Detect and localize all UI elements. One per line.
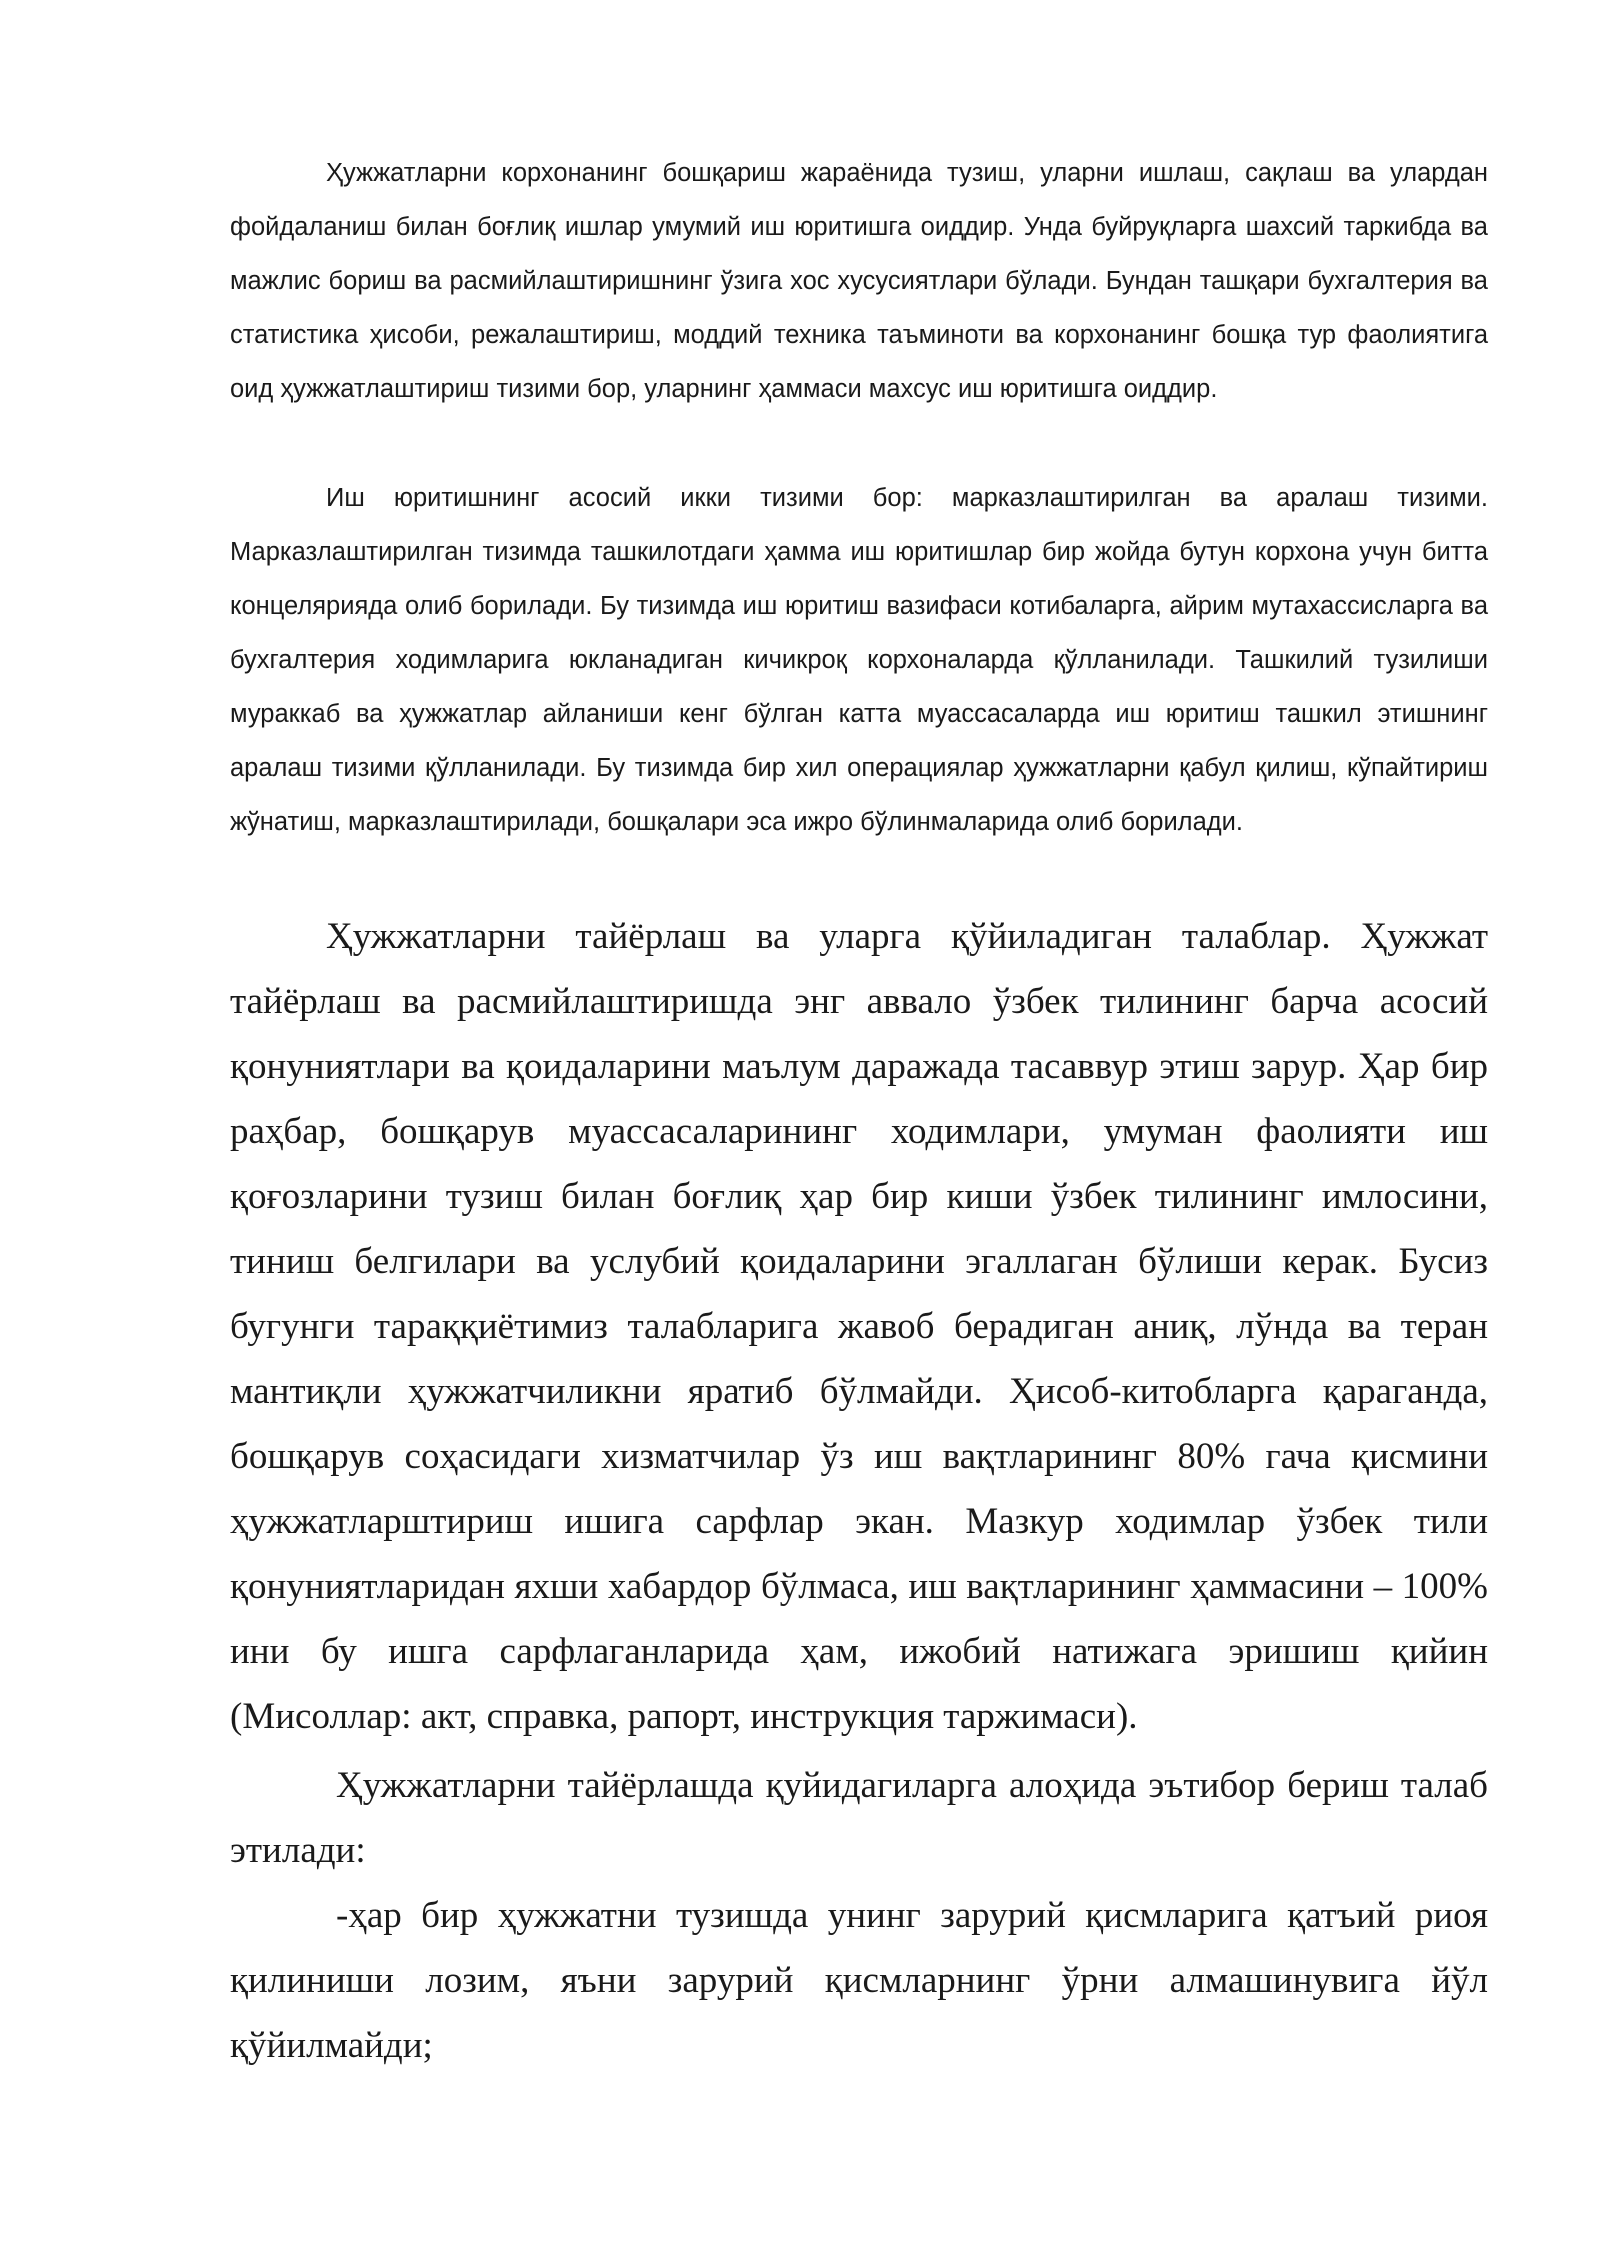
paragraph-document-processing: Ҳужжатларни корхонанинг бошқариш жараёнида тузиш, уларни ишлаш, сақлаш ва улардан фойдаланиш билан боғлиқ ишлар умумий иш юритишга оиддир. Унда буйруқларга шахсий таркибда ва мажлис бориш ва расмийлаштиришнинг ўзига хос хусусиятлари бўлади. Бундан ташқари бухгалтерия ва статистика ҳисоби, режалаштириш, моддий техника таъминоти ва корхонанинг бошқа тур фаолиятига оид ҳужжатлаштириш тизими бор, уларнинг ҳаммаси махсус иш юритишга оиддир.	[230, 159, 1488, 403]
paragraph-attention-points: Ҳужжатларни тайёрлашда қуйидагиларга алоҳида эътибор бериш талаб этилади:	[230, 1765, 1488, 1871]
paragraph-record-keeping-systems: Иш юритишнинг асосий икки тизими бор: марказлаштирилган ва аралаш тизими. Марказлаштирилган тизимда ташкилотдаги ҳамма иш юритишлар бир жойда бутун корхона учун битта концелярияда олиб борилади. Бу тизимда иш юритиш вазифаси котибаларга, айрим мутахассисларга ва бухгалтерия ходимларига юкланадиган кичикроқ корхоналарда қўлланилади. Ташкилий тузилиши мураккаб ва ҳужжатлар айланиши кенг бўлган катта муассасаларда иш юритиш ташкил этишнинг аралаш тизими қўлланилади. Бу тизимда бир хил операциялар ҳужжатларни қабул қилиш, кўпайтириш жўнатиш, марказлаштирилади, бошқалари эса ижро бўлинмаларида олиб борилади.	[230, 484, 1488, 836]
paragraph-document-requirements: Ҳужжатларни тайёрлаш ва уларга қўйиладиган талаблар. Ҳужжат тайёрлаш ва расмийлаштиришда энг аввало ўзбек тилининг барча асосий қонуниятлари ва қоидаларини маълум даражада тасаввур этиш зарур. Ҳар бир раҳбар, бошқарув муассасаларининг ходимлари, умуман фаолияти иш қоғозларини тузиш билан боғлиқ ҳар бир киши ўзбек тилининг имлосини, тиниш белгилари ва услубий қоидаларини эгаллаган бўлиши керак. Бусиз бугунги тараққиётимиз талабларига жавоб берадиган аниқ, лўнда ва теран мантиқли ҳужжатчиликни яратиб бўлмайди. Ҳисоб-китобларга қараганда, бошқарув соҳасидаги хизматчилар ўз иш вақтларининг 80% гача қисмини ҳужжатларштириш ишига сарфлар экан. Мазкур ходимлар ўзбек тили қонуниятларидан яхши хабардор бўлмаса, иш вақтларининг ҳаммасини – 100% ини бу ишга сарфлаганларида ҳам, ижобий натижага эришиш қийин (Мисоллар: акт, справка, рапорт, инструкция таржимаси).	[230, 916, 1488, 1737]
list-item-required-parts: -ҳар бир ҳужжатни тузишда унинг зарурий қисмларига қатъий риоя қилиниши лозим, яъни зарурий қисмларнинг ўрни алмашинувига йўл қўйилмайди;	[230, 1895, 1488, 2066]
